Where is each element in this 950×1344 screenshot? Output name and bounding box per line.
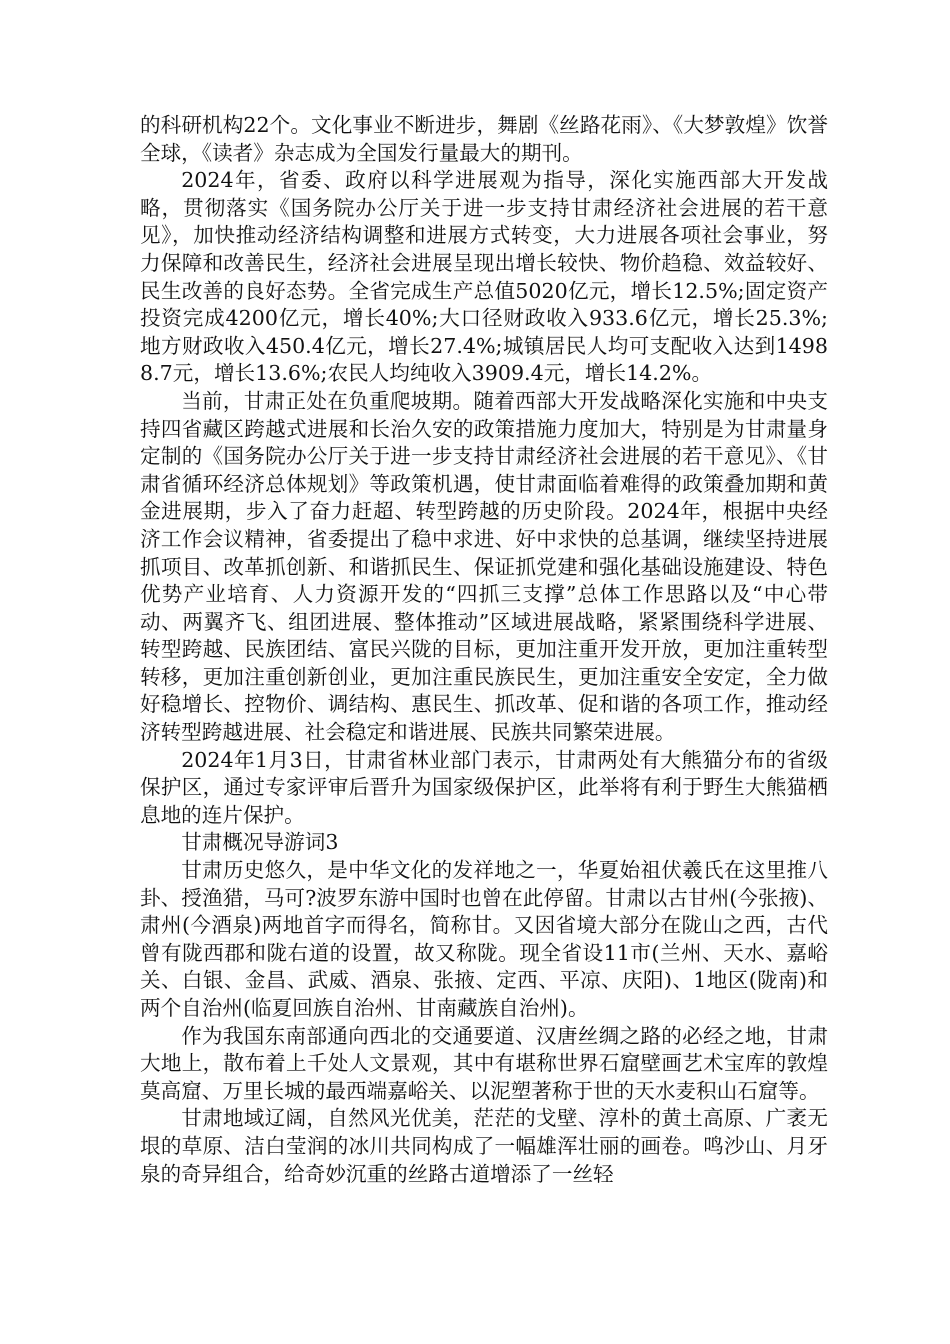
paragraph-economy-2024: 2024年，省委、政府以科学进展观为指导，深化实施西部大开发战略，贯彻落实《国务院办公厅关于进一步支持甘肃经济社会进展的若干意见》，加快推动经济结构调整和进展方式转变，大力进展各项社会事业，努力保障和改善民生，经济社会进展呈现出增长较快、物价趋稳、效益较好、民生改善的良好态势。全省完成生产总值5020亿元，增长12.5%;固定资产投资完成4200亿元，增长40%;大口径财政收入933.6亿元，增长25.3%;地方财政收入450.4亿元，增长27.4%;城镇居民人均可支配收入达到14988.7元，增长13.6%;农民人均纯收入3909.4元，增长14.2%。	[140, 168, 828, 386]
document-page	[140, 112, 828, 1242]
paragraph-scenery: 甘肃地域辽阔，自然风光优美，茫茫的戈壁、淳朴的黄土高原、广袤无垠的草原、洁白莹润的冰川共同构成了一幅雄浑壮丽的画卷。鸣沙山、月牙泉的奇异组合，给奇妙沉重的丝路古道增添了一丝轻	[140, 1106, 828, 1186]
paragraph-silk-road: 作为我国东南部通向西北的交通要道、汉唐丝绸之路的必经之地，甘肃大地上，散布着上千处人文景观，其中有堪称世界石窟壁画艺术宝库的敦煌莫高窟、万里长城的最西端嘉峪关、以泥塑著称于世的天水麦积山石窟等。	[140, 1023, 828, 1103]
section-heading: 甘肃概况导游词3	[181, 830, 339, 855]
paragraph-history: 甘肃历史悠久，是中华文化的发祥地之一，华夏始祖伏羲氏在这里推八卦、授渔猎，马可?波罗东游中国时也曾在此停留。甘肃以古甘州(今张掖)、肃州(今酒泉)两地首字而得名，简称甘。又因省境大部分在陇山之西，古代曾有陇西郡和陇右道的设置，故又称陇。现全省设11市(兰州、天水、嘉峪关、白银、金昌、武威、酒泉、张掖、定西、平凉、庆阳)、1地区(陇南)和两个自治州(临夏回族自治州、甘南藏族自治州)。	[140, 858, 828, 1020]
paragraph-culture: 的科研机构22个。文化事业不断进步，舞剧《丝路花雨》、《大梦敦煌》饮誉全球，《读者》杂志成为全国发行量最大的期刊。	[140, 113, 828, 165]
paragraph-panda-reserve: 2024年1月3日，甘肃省林业部门表示，甘肃两处有大熊猫分布的省级保护区，通过专家评审后晋升为国家级保护区，此举将有利于野生大熊猫栖息地的连片保护。	[140, 747, 828, 827]
paragraph-development-stage: 当前，甘肃正处在负重爬坡期。随着西部大开发战略深化实施和中央支持四省藏区跨越式进展和长治久安的政策措施力度加大，特别是为甘肃量身定制的《国务院办公厅关于进一步支持甘肃经济社会进展的若干意见》、《甘肃省循环经济总体规划》等政策机遇，使甘肃面临着难得的政策叠加期和黄金进展期，步入了奋力赶超、转型跨越的历史阶段。2024年，根据中央经济工作会议精神，省委提出了稳中求进、好中求快的总基调，继续坚持进展抓项目、改革抓创新、和谐抓民生、保证抓党建和强化基础设施建设、特色优势产业培育、人力资源开发的“四抓三支撑”总体工作思路以及“中心带动、两翼齐飞、组团进展、整体推动”区域进展战略，紧紧围绕科学进展、转型跨越、民族团结、富民兴陇的目标，更加注重开发开放，更加注重转型转移，更加注重创新创业，更加注重民族民生，更加注重安全安定，全力做好稳增长、控物价、调结构、惠民生、抓改革、促和谐的各项工作，推动经济转型跨越进展、社会稳定和谐进展、民族共同繁荣进展。	[140, 388, 828, 745]
